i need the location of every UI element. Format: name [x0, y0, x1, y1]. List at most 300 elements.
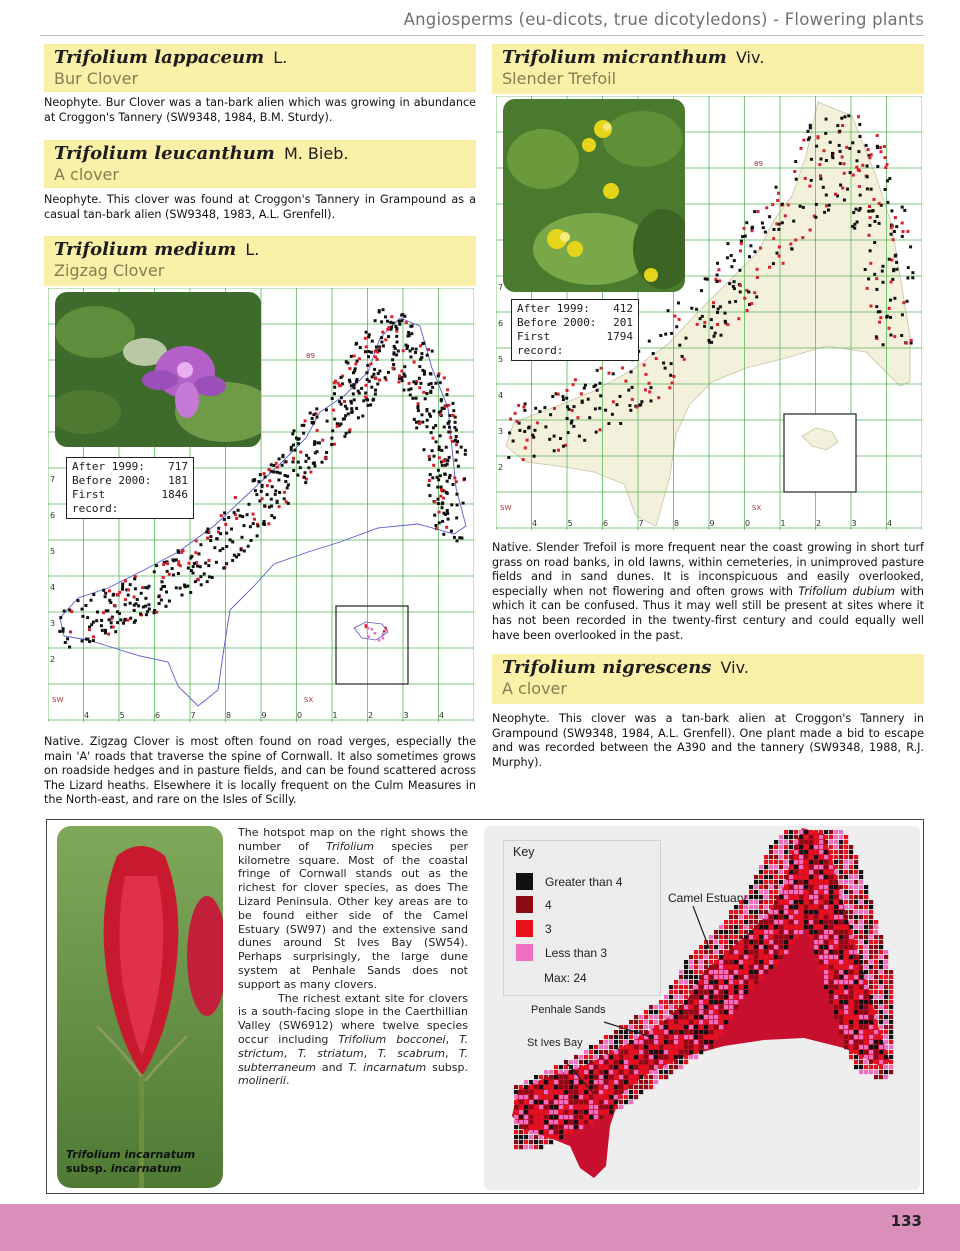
hotspot-square — [554, 1090, 558, 1094]
record-dot — [452, 402, 455, 405]
record-dot — [104, 631, 107, 634]
hotspot-square — [694, 1000, 698, 1004]
hotspot-square — [829, 995, 833, 999]
record-dot — [431, 350, 434, 353]
hotspot-square — [549, 1100, 553, 1104]
hotspot-square — [699, 985, 703, 989]
record-dot — [447, 404, 450, 407]
hotspot-square — [699, 1045, 703, 1049]
record-dot — [836, 124, 839, 127]
hotspot-square — [834, 1015, 838, 1019]
record-dot — [644, 388, 647, 391]
record-dot — [429, 473, 432, 476]
record-dot — [417, 402, 420, 405]
hotspot-square — [704, 1010, 708, 1014]
hotspot-square — [599, 1050, 603, 1054]
hotspot-square — [774, 870, 778, 874]
hotspot-square — [824, 905, 828, 909]
hotspot-square — [849, 975, 853, 979]
record-dot — [434, 424, 437, 427]
hotspot-square — [559, 1080, 563, 1084]
hotspot-square — [729, 1005, 733, 1009]
record-dot — [441, 407, 444, 410]
record-dot — [181, 594, 184, 597]
record-dot — [367, 335, 370, 338]
record-dot — [433, 514, 436, 517]
record-dot — [778, 255, 781, 258]
hotspot-square — [599, 1075, 603, 1079]
hotspot-square — [694, 980, 698, 984]
hotspot-square — [709, 965, 713, 969]
hotspot-square — [584, 1105, 588, 1109]
hotspot-square — [874, 1050, 878, 1054]
record-dot — [657, 396, 660, 399]
hotspot-square — [699, 1005, 703, 1009]
hotspot-square — [859, 965, 863, 969]
hotspot-square — [804, 870, 808, 874]
hotspot-square — [859, 1065, 863, 1069]
hotspot-square — [599, 1085, 603, 1089]
record-dot — [825, 159, 828, 162]
hotspot-square — [799, 835, 803, 839]
hotspot-square — [859, 920, 863, 924]
hotspot-square — [854, 895, 858, 899]
hotspot-square — [684, 1040, 688, 1044]
hotspot-square — [719, 1000, 723, 1004]
record-dot — [852, 174, 855, 177]
hotspot-square — [779, 900, 783, 904]
hotspot-square — [649, 1050, 653, 1054]
hotspot-square — [794, 910, 798, 914]
stats-box-micranthum — [511, 299, 639, 361]
hotspot-square — [609, 1050, 613, 1054]
record-dot — [220, 514, 223, 517]
hotspot-square — [734, 970, 738, 974]
hotspot-square — [689, 970, 693, 974]
record-dot — [426, 392, 429, 395]
record-dot — [751, 229, 754, 232]
hotspot-square — [599, 1080, 603, 1084]
hotspot-square — [554, 1135, 558, 1139]
hotspot-square — [754, 950, 758, 954]
hotspot-square — [614, 1050, 618, 1054]
record-dot — [638, 404, 641, 407]
hotspot-square — [799, 865, 803, 869]
record-dot — [241, 515, 244, 518]
hotspot-square — [574, 1085, 578, 1089]
key-max: Max: 24 — [544, 971, 587, 985]
record-dot — [433, 455, 436, 458]
hotspot-square — [839, 980, 843, 984]
hotspot-square — [514, 1085, 518, 1089]
hotspot-square — [624, 1060, 628, 1064]
hotspot-square — [624, 1100, 628, 1104]
axis-tick: 4 — [887, 519, 893, 528]
hotspot-square — [849, 860, 853, 864]
hotspot-square — [854, 905, 858, 909]
hotspot-square — [634, 1065, 638, 1069]
record-dot — [140, 592, 143, 595]
hotspot-square — [664, 1055, 668, 1059]
hotspot-square — [824, 910, 828, 914]
stat-value: 201 — [613, 316, 633, 329]
record-dot — [225, 562, 228, 565]
record-dot — [400, 370, 403, 373]
hotspot-square — [839, 920, 843, 924]
authority: M. Bieb. — [283, 144, 349, 163]
hotspot-square — [704, 955, 708, 959]
hotspot-square — [629, 1035, 633, 1039]
hotspot-square — [739, 960, 743, 964]
record-dot — [231, 540, 234, 543]
record-dot — [235, 517, 238, 520]
hotspot-square — [634, 1040, 638, 1044]
record-dot — [370, 386, 373, 389]
hotspot-square — [814, 875, 818, 879]
hotspot-square — [834, 955, 838, 959]
record-dot — [100, 619, 103, 622]
record-dot — [276, 471, 279, 474]
record-dot — [432, 464, 435, 467]
species-header-leucanthum — [44, 140, 476, 188]
hotspot-square — [874, 1020, 878, 1024]
hotspot-square — [594, 1060, 598, 1064]
record-dot — [70, 610, 73, 613]
hotspot-square — [884, 1055, 888, 1059]
hotspot-square — [819, 850, 823, 854]
record-dot — [576, 416, 579, 419]
record-dot — [270, 498, 273, 501]
record-dot — [866, 287, 869, 290]
hotspot-square — [729, 960, 733, 964]
hotspot-square — [684, 1025, 688, 1029]
hotspot-square — [854, 880, 858, 884]
hotspot-square — [824, 960, 828, 964]
hotspot-square — [569, 1080, 573, 1084]
hotspot-square — [889, 985, 893, 989]
record-dot — [274, 489, 277, 492]
hotspot-square — [764, 970, 768, 974]
hotspot-square — [874, 945, 878, 949]
record-dot — [418, 386, 421, 389]
record-dot — [392, 322, 395, 325]
hotspot-square — [784, 850, 788, 854]
hotspot-square — [524, 1095, 528, 1099]
record-dot — [438, 456, 441, 459]
hotspot-square — [689, 990, 693, 994]
hotspot-square — [749, 895, 753, 899]
record-dot — [266, 484, 269, 487]
hotspot-square — [769, 845, 773, 849]
record-dot — [447, 431, 450, 434]
record-dot — [670, 362, 673, 365]
key-item — [516, 873, 622, 890]
record-dot — [124, 603, 127, 606]
hotspot-square — [549, 1120, 553, 1124]
hotspot-square — [734, 990, 738, 994]
record-dot — [514, 412, 517, 415]
record-dot — [182, 549, 185, 552]
record-dot — [886, 201, 889, 204]
record-dot — [777, 192, 780, 195]
hotspot-square — [709, 1035, 713, 1039]
hotspot-square — [799, 830, 803, 834]
hotspot-square — [799, 890, 803, 894]
hotspot-square — [844, 910, 848, 914]
record-dot — [427, 348, 430, 351]
hotspot-square — [639, 1055, 643, 1059]
hotspot-square — [774, 900, 778, 904]
hotspot-square — [639, 1070, 643, 1074]
record-dot — [765, 206, 768, 209]
record-dot — [374, 632, 377, 635]
hotspot-square — [694, 975, 698, 979]
hotspot-square — [669, 1025, 673, 1029]
hotspot-square — [804, 905, 808, 909]
record-dot — [277, 479, 280, 482]
record-dot — [121, 585, 124, 588]
hotspot-square — [869, 1055, 873, 1059]
hotspot-square — [604, 1105, 608, 1109]
hotspot-square — [644, 1010, 648, 1014]
hotspot-square — [584, 1055, 588, 1059]
record-dot — [302, 424, 305, 427]
hotspot-square — [719, 980, 723, 984]
hotspot-square — [539, 1095, 543, 1099]
hotspot-square — [699, 1025, 703, 1029]
hotspot-square — [579, 1125, 583, 1129]
record-dot — [823, 149, 826, 152]
hotspot-square — [549, 1070, 553, 1074]
hotspot-square — [589, 1075, 593, 1079]
record-dot — [820, 158, 823, 161]
hotspot-square — [819, 860, 823, 864]
hotspot-square — [829, 885, 833, 889]
record-dot — [454, 421, 457, 424]
hotspot-square — [649, 1005, 653, 1009]
hotspot-square — [849, 895, 853, 899]
record-dot — [807, 138, 810, 141]
hotspot-square — [659, 1025, 663, 1029]
hotspot-square — [824, 965, 828, 969]
record-dot — [305, 454, 308, 457]
record-dot — [841, 156, 844, 159]
record-dot — [401, 379, 404, 382]
hotspot-square — [789, 855, 793, 859]
record-dot — [377, 372, 380, 375]
hotspot-square — [834, 940, 838, 944]
record-dot — [256, 534, 259, 537]
photo-caption — [66, 1148, 226, 1176]
hotspot-square — [879, 1065, 883, 1069]
hotspot-square — [804, 850, 808, 854]
record-dot — [376, 358, 379, 361]
italic-run: T. scabrum — [377, 1046, 445, 1060]
record-dot — [893, 335, 896, 338]
record-dot — [418, 365, 421, 368]
record-dot — [596, 389, 599, 392]
hotspot-square — [669, 1050, 673, 1054]
record-dot — [678, 344, 681, 347]
record-dot — [435, 524, 438, 527]
hotspot-square — [589, 1105, 593, 1109]
record-dot — [522, 458, 525, 461]
hotspot-square — [654, 1040, 658, 1044]
record-dot — [133, 609, 136, 612]
record-dot — [866, 187, 869, 190]
record-dot — [432, 410, 435, 413]
record-dot — [380, 341, 383, 344]
record-dot — [704, 277, 707, 280]
hotspot-square — [634, 1020, 638, 1024]
hotspot-square — [659, 1020, 663, 1024]
hotspot-square — [824, 875, 828, 879]
hotspot-square — [674, 1035, 678, 1039]
record-dot — [728, 301, 731, 304]
hotspot-square — [654, 1075, 658, 1079]
hotspot-square — [689, 1015, 693, 1019]
hotspot-square — [809, 920, 813, 924]
hotspot-square — [799, 915, 803, 919]
hotspot-square — [544, 1125, 548, 1129]
record-dot — [207, 564, 210, 567]
record-dot — [455, 435, 458, 438]
hotspot-square — [589, 1100, 593, 1104]
hotspot-square — [709, 975, 713, 979]
record-dot — [179, 587, 182, 590]
record-dot — [112, 594, 115, 597]
record-dot — [433, 500, 436, 503]
hotspot-square — [874, 1035, 878, 1039]
hotspot-square — [699, 950, 703, 954]
hotspot-square — [774, 915, 778, 919]
hotspot-square — [884, 1005, 888, 1009]
key-item — [516, 896, 552, 913]
record-dot — [867, 148, 870, 151]
hotspot-square — [749, 945, 753, 949]
record-dot — [756, 268, 759, 271]
hotspot-square — [829, 860, 833, 864]
hotspot-square — [514, 1145, 518, 1149]
record-dot — [882, 281, 885, 284]
axis-tick: 4 — [84, 711, 90, 720]
hotspot-square — [689, 980, 693, 984]
record-dot — [304, 460, 307, 463]
record-dot — [876, 215, 879, 218]
hotspot-square — [849, 970, 853, 974]
hotspot-square — [834, 935, 838, 939]
hotspot-square — [814, 930, 818, 934]
hotspot-square — [564, 1105, 568, 1109]
hotspot-square — [639, 1075, 643, 1079]
hotspot-square — [714, 1015, 718, 1019]
hotspot-square — [744, 950, 748, 954]
text-segment: Native. Slender Trefoil is more frequent near the coast growing in short turf grass on road banks, in old lawns, within cemeteries, in unimproved pasture fields and in sand dunes. It is inconspicuous and easily overlooked, especially when not flowering and often grows with — [492, 541, 924, 598]
record-dot — [428, 458, 431, 461]
record-dot — [430, 431, 433, 434]
record-dot — [224, 523, 227, 526]
record-dot — [443, 405, 446, 408]
hotspot-square — [704, 1020, 708, 1024]
hotspot-square — [814, 925, 818, 929]
hotspot-square — [769, 955, 773, 959]
hotspot-square — [799, 925, 803, 929]
record-dot — [84, 604, 87, 607]
hotspot-square — [859, 950, 863, 954]
authority: L. — [245, 240, 260, 259]
hotspot-square — [864, 1025, 868, 1029]
record-dot — [257, 525, 260, 528]
hotspot-square — [754, 915, 758, 919]
stat-label: First record: — [517, 330, 564, 357]
hotspot-square — [839, 990, 843, 994]
text-run: species per kilometre square. Most of the coastal fringe of Cornwall stands out as the richest for clover species, as does The Lizard Peninsula. Other key areas are to be found either side of the Camel Estuary (SW97) and the extensive sand dunes around St Ives Bay (SW54). Perhaps surprisingly, the large dune system at Penhale Sands does not support as many clovers. — [238, 839, 468, 991]
record-dot — [247, 545, 250, 548]
record-dot — [802, 206, 805, 209]
record-dot — [740, 242, 743, 245]
hotspot-square — [859, 900, 863, 904]
hotspot-square — [864, 1000, 868, 1004]
hotspot-square — [649, 1040, 653, 1044]
hotspot-square — [739, 925, 743, 929]
hotspot-square — [539, 1100, 543, 1104]
record-dot — [818, 163, 821, 166]
hotspot-square — [864, 1060, 868, 1064]
hotspot-square — [609, 1070, 613, 1074]
record-dot — [683, 358, 686, 361]
hotspot-square — [624, 1085, 628, 1089]
record-dot — [395, 353, 398, 356]
record-dot — [292, 444, 295, 447]
hotspot-square — [769, 865, 773, 869]
hotspot-square — [559, 1105, 563, 1109]
hotspot-square — [739, 985, 743, 989]
record-dot — [435, 527, 438, 530]
hotspot-square — [659, 1065, 663, 1069]
hotspot-square — [734, 955, 738, 959]
record-dot — [237, 509, 240, 512]
hotspot-square — [874, 1005, 878, 1009]
hotspot-square — [604, 1095, 608, 1099]
hotspot-square — [869, 1015, 873, 1019]
record-dot — [456, 440, 459, 443]
hotspot-square — [574, 1115, 578, 1119]
hotspot-square — [834, 1000, 838, 1004]
record-dot — [88, 640, 91, 643]
record-dot — [434, 382, 437, 385]
hotspot-square — [769, 950, 773, 954]
hotspot-square — [819, 960, 823, 964]
hotspot-square — [709, 1000, 713, 1004]
record-dot — [773, 228, 776, 231]
record-dot — [726, 256, 729, 259]
hotspot-square — [804, 925, 808, 929]
record-dot — [775, 186, 778, 189]
hotspot-square — [844, 970, 848, 974]
hotspot-square — [764, 900, 768, 904]
hotspot-square — [864, 1050, 868, 1054]
record-dot — [865, 144, 868, 147]
record-dot — [802, 139, 805, 142]
hotspot-square — [684, 1045, 688, 1049]
hotspot-square — [829, 975, 833, 979]
record-dot — [523, 409, 526, 412]
hotspot-square — [779, 905, 783, 909]
stat-label: Before 2000: — [72, 474, 152, 487]
hotspot-square — [584, 1050, 588, 1054]
hotspot-square — [859, 970, 863, 974]
hotspot-square — [819, 950, 823, 954]
